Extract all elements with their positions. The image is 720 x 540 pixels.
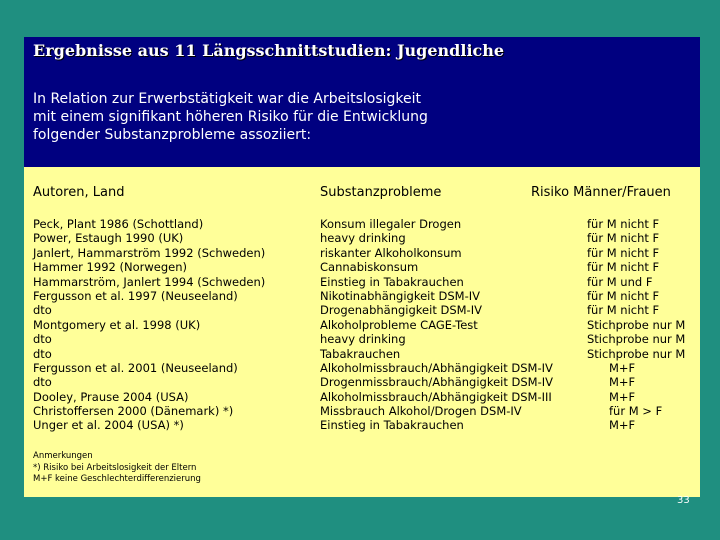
- table-row: [24, 289, 700, 303]
- substance-cell: Alkoholprobleme CAGE-Test: [320, 317, 478, 332]
- risk-cell: für M nicht F: [587, 303, 660, 318]
- risk-cell: Stichprobe nur M: [587, 332, 686, 347]
- substance-cell: Alkoholmissbrauch/Abhängigkeit DSM-IV: [320, 360, 553, 375]
- table-row: [24, 390, 700, 404]
- risk-cell: M+F: [609, 418, 636, 433]
- risk-cell: M+F: [609, 360, 636, 375]
- footnotes: [33, 451, 201, 486]
- risk-cell: M+F: [609, 389, 636, 404]
- risk-cell: für M nicht F: [587, 260, 660, 275]
- intro-line: In Relation zur Erwerbstätigkeit war die Arbeitslosigkeit: [33, 91, 422, 107]
- substance-cell: Einstieg in Tabakrauchen: [320, 418, 464, 433]
- footnote-heading: Anmerkungen: [33, 451, 93, 461]
- substance-cell: Alkoholmissbrauch/Abhängigkeit DSM-III: [320, 389, 552, 404]
- study-table: [24, 217, 700, 433]
- table-row: [24, 303, 700, 317]
- table-row: [24, 361, 700, 375]
- intro-text: [33, 90, 428, 144]
- column-header-risk: Risiko Männer/Frauen: [531, 185, 671, 200]
- author-cell: dto: [33, 332, 52, 347]
- header-band: [24, 37, 700, 167]
- risk-cell: Stichprobe nur M: [587, 317, 686, 332]
- table-row: [24, 375, 700, 389]
- author-cell: dto: [33, 346, 52, 361]
- risk-cell: für M > F: [609, 404, 663, 419]
- table-row: [24, 347, 700, 361]
- column-header-substance: Substanzprobleme: [320, 185, 442, 200]
- author-cell: dto: [33, 375, 52, 390]
- page-number: 33: [677, 495, 690, 506]
- risk-cell: für M und F: [587, 274, 653, 289]
- author-cell: Unger et al. 2004 (USA) *): [33, 418, 184, 433]
- author-cell: dto: [33, 303, 52, 318]
- author-cell: Fergusson et al. 2001 (Neuseeland): [33, 360, 238, 375]
- substance-cell: Missbrauch Alkohol/Drogen DSM-IV: [320, 404, 522, 419]
- table-row: [24, 404, 700, 418]
- substance-cell: Konsum illegaler Drogen: [320, 217, 462, 231]
- substance-cell: Tabakrauchen: [320, 346, 401, 361]
- table-row: [24, 246, 700, 260]
- footnote-line: M+F keine Geschlechterdifferenzierung: [33, 474, 201, 484]
- table-row: [24, 318, 700, 332]
- substance-cell: riskanter Alkoholkonsum: [320, 245, 462, 260]
- substance-cell: Einstieg in Tabakrauchen: [320, 274, 464, 289]
- author-cell: Janlert, Hammarström 1992 (Schweden): [33, 245, 266, 260]
- author-cell: Dooley, Prause 2004 (USA): [33, 389, 189, 404]
- substance-cell: heavy drinking: [320, 332, 406, 347]
- author-cell: Montgomery et al. 1998 (UK): [33, 317, 201, 332]
- risk-cell: Stichprobe nur M: [587, 346, 686, 361]
- table-row: [24, 275, 700, 289]
- author-cell: Christoffersen 2000 (Dänemark) *): [33, 404, 234, 419]
- author-cell: Peck, Plant 1986 (Schottland): [33, 217, 204, 231]
- substance-cell: Drogenabhängigkeit DSM-IV: [320, 303, 482, 318]
- risk-cell: für M nicht F: [587, 231, 660, 246]
- risk-cell: für M nicht F: [587, 245, 660, 260]
- table-row: [24, 231, 700, 245]
- slide-panel: [24, 37, 700, 497]
- substance-cell: heavy drinking: [320, 231, 406, 246]
- table-row: [24, 260, 700, 274]
- slide-title: Ergebnisse aus 11 Längsschnittstudien: Jugendliche: [33, 41, 505, 60]
- substance-cell: Nikotinabhängigkeit DSM-IV: [320, 288, 481, 303]
- risk-cell: M+F: [609, 375, 636, 390]
- substance-cell: Drogenmissbrauch/Abhängigkeit DSM-IV: [320, 375, 554, 390]
- column-header-author: Autoren, Land: [33, 185, 125, 200]
- substance-cell: Cannabiskonsum: [320, 260, 419, 275]
- intro-line: folgender Substanzprobleme assoziiert:: [33, 127, 312, 143]
- author-cell: Fergusson et al. 1997 (Neuseeland): [33, 288, 238, 303]
- risk-cell: für M nicht F: [587, 288, 660, 303]
- table-row: [24, 418, 700, 432]
- table-row: [24, 332, 700, 346]
- table-row: [24, 217, 700, 231]
- intro-line: mit einem signifikant höheren Risiko für die Entwicklung: [33, 109, 428, 125]
- author-cell: Power, Estaugh 1990 (UK): [33, 231, 184, 246]
- footnote-line: *) Risiko bei Arbeitslosigkeit der Eltern: [33, 462, 197, 473]
- risk-cell: für M nicht F: [587, 217, 660, 231]
- author-cell: Hammarström, Janlert 1994 (Schweden): [33, 274, 266, 289]
- author-cell: Hammer 1992 (Norwegen): [33, 260, 187, 275]
